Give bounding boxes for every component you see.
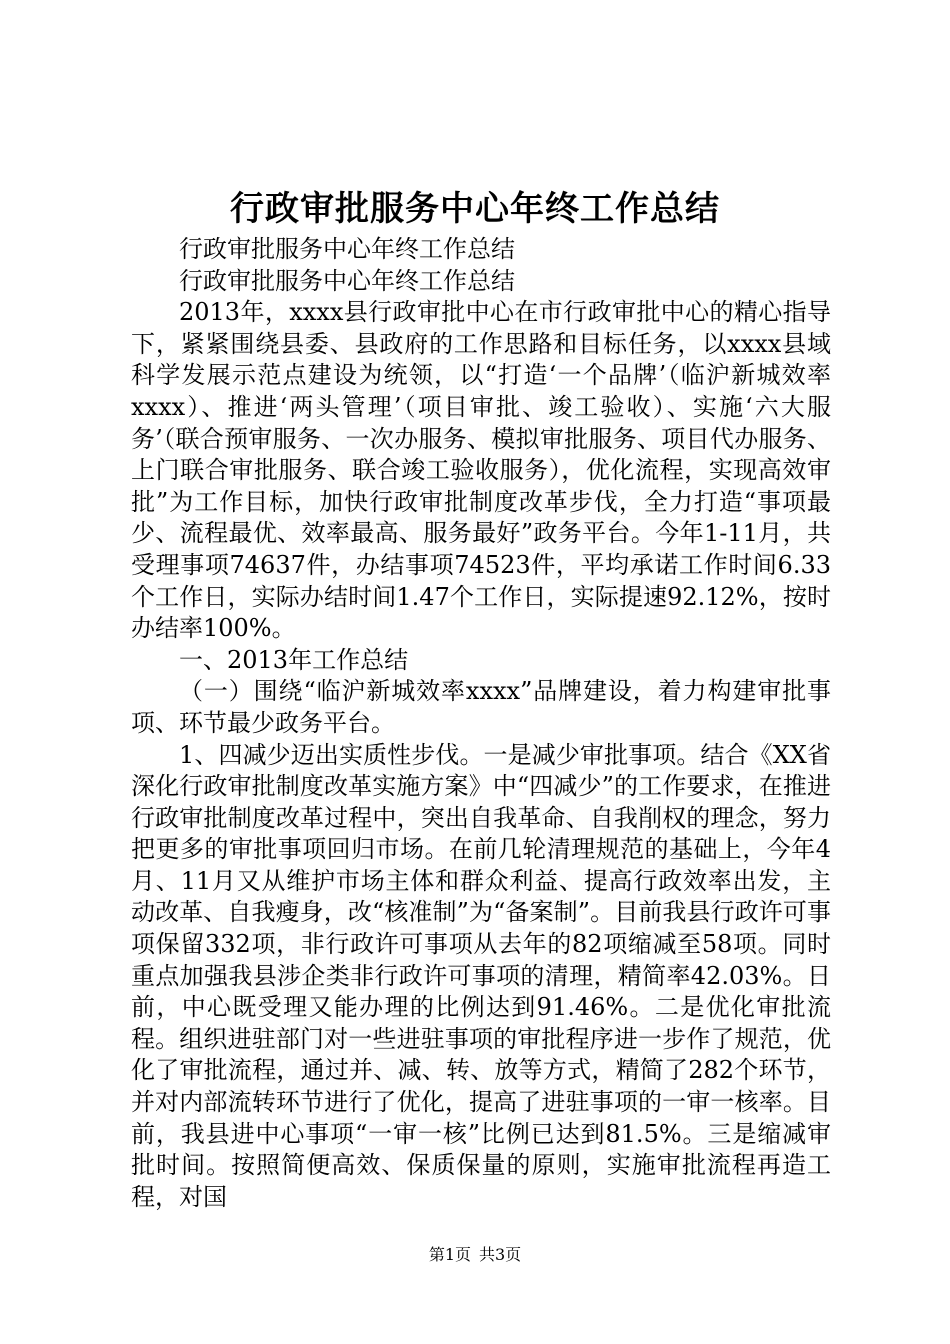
paragraph-intro: 2013年，xxxx县行政审批中心在市行政审批中心的精心指导下，紧紧围绕县委、县政府的工作思路和目标任务，以xxxx县域科学发展示范点建设为统领，以“打造‘一个品牌’（临沪新城效率xxxx）、推进‘两头管理’（项目审批、竣工验收）、实施‘六大服务’（联合预审服务、一次办服务、模拟审批服务、项目代办服务、上门联合审批服务、联合竣工验收服务），优化流程，实现高效审批”为工作目标，加快行政审批制度改革步伐，全力打造“事项最少、流程最优、效率最高、服务最好”政务平台。今年1-11月，共受理事项74637件，办结事项74523件，平均承诺工作时间6.33个工作日，实际办结时间1.47个工作日，实际提速92.12%，按时办结率100%。 [131,298,831,643]
section-heading-1: 一、2013年工作总结 [179,645,409,674]
document-body [131,234,831,1213]
document-title: 行政审批服务中心年终工作总结 [230,189,720,229]
subsection-heading-1: （一）围绕“临沪新城效率xxxx”品牌建设，着力构建审批事项、环节最少政务平台。 [131,677,831,737]
paragraph-item-1: 1、四减少迈出实质性步伐。一是减少审批事项。结合《XX省深化行政审批制度改革实施方案》中“四减少”的工作要求，在推进行政审批制度改革过程中，突出自我革命、自我削权的理念，努力把更多的审批事项回归市场。在前几轮清理规范的基础上，今年4月、11月又从维护市场主体和群众利益、提高行政效率出发，主动改革、自我瘦身，改“核准制”为“备案制”。目前我县行政许可事项保留332项，非行政许可事项从去年的82项缩减至58项。同时重点加强我县涉企类非行政许可事项的清理，精简率42.03%。日前，中心既受理又能办理的比例达到91.46%。二是优化审批流程。组织进驻部门对一些进驻事项的审批程序进一步作了规范，优化了审批流程，通过并、减、转、放等方式，精简了282个环节，并对内部流转环节进行了优化，提高了进驻事项的一审一核率。目前，我县进中心事项“一审一核”比例已达到81.5%。三是缩减审批时间。按照简便高效、保质保量的原则，实施审批流程再造工程，对国 [131,740,831,1211]
paragraph-subtitle-2: 行政审批服务中心年终工作总结 [179,266,515,295]
page-number: 第1页 [428,1245,471,1264]
page-total: 共3页 [479,1245,522,1264]
page-footer [0,1244,950,1266]
paragraph-subtitle-1: 行政审批服务中心年终工作总结 [179,235,515,263]
